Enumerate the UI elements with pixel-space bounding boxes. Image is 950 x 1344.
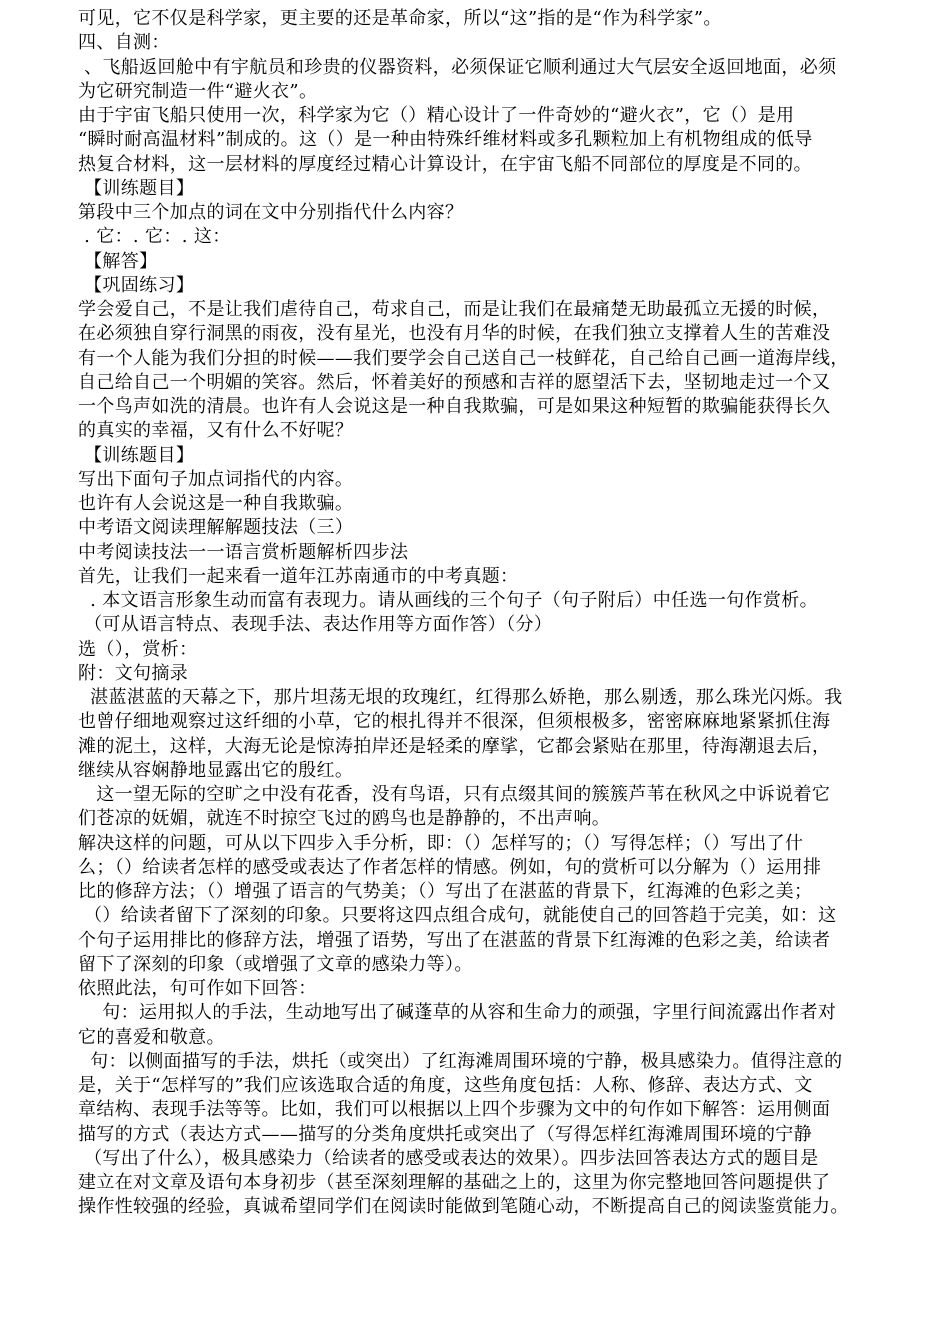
text-line: （）给读者留下了深刻的印象。只要将这四点组合成句，就能使自己的回答趋于完美，如：这 [78, 905, 837, 927]
text-line: . 它：. 它：. 这： [78, 226, 231, 248]
text-line: 留下了深刻的印象（或增强了文章的感染力等）。 [78, 953, 473, 975]
text-line: 一个鸟声如洗的清晨。也许有人会说这是一种自我欺骗，可是如果这种短暂的欺骗能获得长久 [78, 396, 831, 417]
text-line: 首先，让我们一起来看一道年江苏南通市的中考真题： [78, 565, 519, 587]
text-line: 中考语文阅读理解解题技法（三） [78, 517, 354, 539]
text-line: 【训练题目】 [78, 177, 195, 199]
text-line: 湛蓝湛蓝的天幕之下，那片坦荡无垠的玫瑰红，红得那么娇艳，那么剔透，那么珠光闪烁。我 [78, 687, 843, 708]
text-line: 个句子运用排比的修辞方法，增强了语势，写出了在湛蓝的背景下红海滩的色彩之美，给读者 [78, 929, 831, 951]
text-line: 句：以侧面描写的手法，烘托（或突出）了红海滩周围环境的宁静，极具感染力。值得注意的 [78, 1050, 843, 1072]
text-line: 也曾仔细地观察过这纤细的小草，它的根扎得并不很深，但须根极多，密密麻麻地紧紧抓住海 [78, 711, 831, 733]
text-line: . 本文语言形象生动而富有表现力。请从画线的三个句子（句子附后）中任选一句作赏析。 [78, 590, 818, 611]
text-line: 描写的方式（表达方式——描写的分类角度烘托或突出了（写得怎样红海滩周围环境的宁静 [78, 1123, 812, 1145]
text-line: 比的修辞方法；（）增强了语言的气势美；（）写出了在湛蓝的背景下，红海滩的色彩之美； [78, 881, 813, 902]
text-line: （可从语言特点、表现手法、表达作用等方面作答）（分） [78, 614, 553, 636]
text-line: 热复合材料，这一层材料的厚度经过精心计算设计，在宇宙飞船不同部位的厚度是不同的。 [78, 153, 812, 175]
text-line: 中考阅读技法一一语言赏析题解析四步法 [78, 541, 409, 563]
text-line: 为它研究制造一件“避火衣”。 [78, 80, 318, 102]
text-line: 依照此法，句可作如下回答： [78, 978, 317, 999]
text-line: 句：运用拟人的手法，生动地写出了碱蓬草的从容和生命力的顽强，字里行间流露出作者对 [78, 1002, 837, 1024]
text-line: 操作性较强的经验，真诚希望同学们在阅读时能做到笔随心动，不断提高自己的阅读鉴赏能力。 [78, 1196, 849, 1218]
text-line: 【巩固练习】 [78, 274, 195, 296]
text-line: “瞬时耐高温材料”制成的。这（）是一种由特殊纤维材料或多孔颗粒加上有机物组成的低导 [78, 129, 813, 151]
text-line: 自己给自己一个明媚的笑容。然后，怀着美好的预感和吉祥的愿望活下去，坚韧地走过一个又 [78, 371, 831, 393]
text-line: 【训练题目】 [78, 444, 195, 466]
text-line: 可见，它不仅是科学家，更主要的还是革命家，所以“这”指的是“作为科学家”。 [78, 8, 722, 29]
text-line: 们苍凉的妩媚，就连不时掠空飞过的鸥鸟也是静静的，不出声响。 [78, 808, 611, 830]
text-line: （写出了什么），极具感染力（给读者的感受或表达的效果）。四步法回答表达方式的题目是 [78, 1147, 819, 1169]
document-page [78, 7, 898, 1220]
text-line: 选（），赏析： [78, 638, 198, 660]
text-line: 、飞船返回舱中有宇航员和珍贵的仪器资料，必须保证它顺利通过大气层安全返回地面，必须 [78, 56, 837, 78]
text-line: 么；（）给读者怎样的感受或表达了作者怎样的情感。例如，句的赏析可以分解为（）运用排 [78, 856, 822, 878]
text-line: 附：文句摘录 [78, 662, 189, 684]
text-line: 在必须独自穿行洞黑的雨夜，没有星光，也没有月华的时候，在我们独立支撑着人生的苦难没 [78, 323, 831, 345]
text-line: 也许有人会说这是一种自我欺骗。 [78, 493, 354, 514]
text-line: 是，关于“怎样写的”我们应该选取合适的角度，这些角度包括：人称、修辞、表达方式、文 [78, 1075, 813, 1096]
text-line: 第段中三个加点的词在文中分别指代什么内容？ [78, 202, 464, 223]
text-line: 有一个人能为我们分担的时候——我们要学会自己送自己一枝鲜花，自己给自己画一道海岸线， [78, 347, 849, 369]
text-line: 解决这样的问题，可从以下四步入手分析，即：（）怎样写的；（）写得怎样；（）写出了什 [78, 832, 804, 854]
text-line: 学会爱自己，不是让我们虐待自己，苟求自己，而是让我们在最痛楚无助最孤立无援的时候， [78, 299, 831, 320]
text-line: 这一望无际的空旷之中没有花香，没有鸟语，只有点缀其间的簇簇芦苇在秋风之中诉说着它 [78, 784, 831, 805]
text-line: 的真实的幸福，又有什么不好呢？ [78, 420, 354, 442]
text-line: 写出下面句子加点词指代的内容。 [78, 468, 354, 490]
text-line: 【解答】 [78, 250, 158, 272]
text-line: 由于宇宙飞船只使用一次，科学家为它（）精心设计了一件奇妙的“避火衣”，它（）是用 [78, 105, 795, 126]
text-line: 四、自测： [78, 32, 170, 54]
text-line: 它的喜爱和敬意。 [78, 1026, 225, 1048]
text-line: 滩的泥土，这样，大海无论是惊涛拍岸还是轻柔的摩挲，它都会紧贴在那里，待海潮退去后， [78, 735, 831, 757]
text-line: 章结构、表现手法等等。比如，我们可以根据以上四个步骤为文中的句作如下解答：运用侧面 [78, 1099, 831, 1121]
text-line: 建立在对文章及语句本身初步（甚至深刻理解的基础之上的，这里为你完整地回答问题提供了 [78, 1172, 831, 1193]
text-line: 继续从容娴静地显露出它的殷红。 [78, 759, 354, 781]
